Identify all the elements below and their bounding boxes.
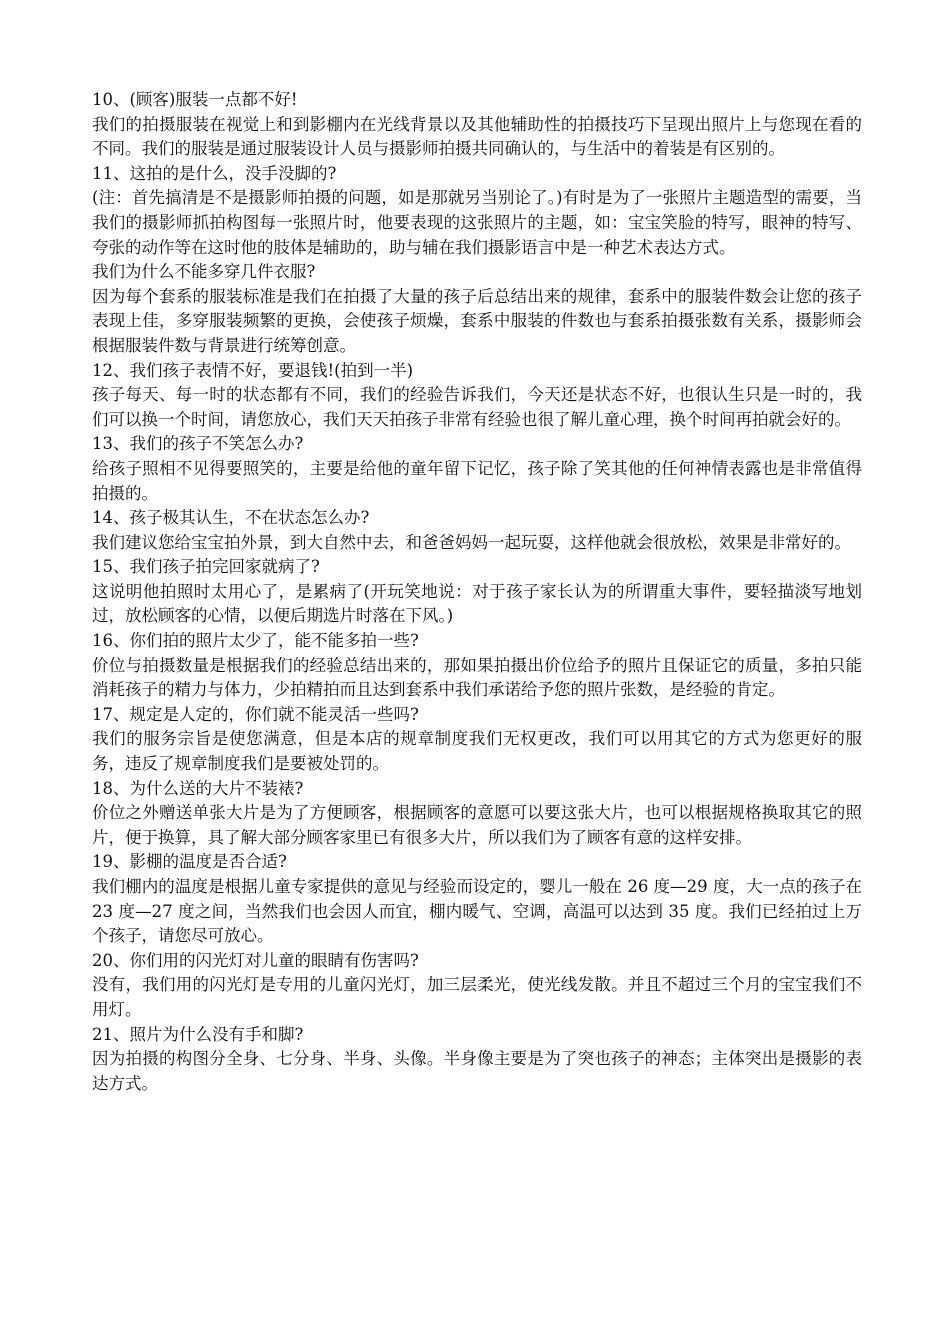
question-clothing: 我们为什么不能多穿几件衣服? [92,262,316,282]
question-14: 14、孩子极其认生，不在状态怎么办? [92,508,370,528]
answer-18: 价位之外赠送单张大片是为了方便顾客，根据顾客的意愿可以要这张大片，也可以根据规格换取其它的照片，便于换算，具了解大部分顾客家里已有很多大片，所以我们为了顾客有意的这样安排。 [92,803,862,847]
question-10: 10、(顾客)服装一点都不好! [92,90,298,109]
answer-21: 因为拍摄的构图分全身、七分身、半身、头像。半身像主要是为了突也孩子的神态；主体突出是摄影的表达方式。 [92,1049,862,1093]
answer-clothing: 因为每个套系的服装标准是我们在拍摄了大量的孩子后总结出来的规律，套系中的服装件数会让您的孩子表现上佳，多穿服装频繁的更换，会使孩子烦燥，套系中服装的件数也与套系拍摄张数有关系，摄影师会根据服装件数与背景进行统筹创意。 [92,286,862,355]
question-17: 17、规定是人定的，你们就不能灵活一些吗? [92,704,419,724]
document-page [92,88,862,1096]
answer-15: 这说明他拍照时太用心了，是累病了(开玩笑地说：对于孩子家长认为的所谓重大事件，要轻描淡写地划过，放松顾客的心情，以便后期选片时落在下风。) [92,581,862,626]
question-21: 21、照片为什么没有手和脚? [92,1024,304,1044]
question-18: 18、为什么送的大片不装裱? [92,778,304,798]
answer-11: (注：首先搞清是不是摄影师拍摄的问题，如是那就另当别论了。)有时是为了一张照片主题造型的需要，当我们的摄影师抓拍构图每一张照片时，他要表现的这张照片的主题，如：宝宝笑脸的特写，眼神的特写、夸张的动作等在这时他的肢体是辅助的，助与辅在我们摄影语言中是一种艺术表达方式。 [92,188,862,257]
answer-20: 没有，我们用的闪光灯是专用的儿童闪光灯，加三层柔光，使光线发散。并且不超过三个月的宝宝我们不用灯。 [92,975,862,1019]
question-11: 11、这拍的是什么，没手没脚的? [92,163,337,183]
answer-19: 我们棚内的温度是根据儿童专家提供的意见与经验而设定的，婴儿一般在 26 度—29 度，大一点的孩子在 23 度—27 度之间，当然我们也会因人而宜，棚内暖气、空调，高温可以达到 35 度。我们已经拍过上万个孩子，请您尽可放心。 [92,877,862,946]
answer-13: 给孩子照相不见得要照笑的，主要是给他的童年留下记忆，孩子除了笑其他的任何神情表露也是非常值得拍摄的。 [92,458,862,503]
answer-17: 我们的服务宗旨是使您满意，但是本店的规章制度我们无权更改，我们可以用其它的方式为您更好的服务，违反了规章制度我们是要被处罚的。 [92,729,862,774]
question-15: 15、我们孩子拍完回家就病了? [92,557,320,577]
question-16: 16、你们拍的照片太少了，能不能多拍一些? [92,631,419,651]
question-12: 12、我们孩子表情不好，要退钱!(拍到一半) [92,360,414,380]
answer-16: 价位与拍摄数量是根据我们的经验总结出来的，那如果拍摄出价位给予的照片且保证它的质量，多拍只能消耗孩子的精力与体力，少拍精拍而且达到套系中我们承诺给予您的照片张数，是经验的肯定。 [92,655,862,700]
question-13: 13、我们的孩子不笑怎么办? [92,434,304,454]
answer-10: 我们的拍摄服装在视觉上和到影棚内在光线背景以及其他辅助性的拍摄技巧下呈现出照片上与您现在看的不同。我们的服装是通过服装设计人员与摄影师拍摄共同确认的，与生活中的着装是有区别的。 [92,114,862,159]
question-19: 19、影棚的温度是否合适? [92,852,287,872]
answer-12: 孩子每天、每一时的状态都有不同，我们的经验告诉我们，今天还是状态不好，也很认生只是一时的，我们可以换一个时间，请您放心，我们天天拍孩子非常有经验也很了解儿童心理，换个时间再拍就会好的。 [92,385,862,429]
question-20: 20、你们用的闪光灯对儿童的眼睛有伤害吗? [92,950,419,970]
answer-14: 我们建议您给宝宝拍外景，到大自然中去，和爸爸妈妈一起玩耍，这样他就会很放松，效果是非常好的。 [92,532,851,552]
